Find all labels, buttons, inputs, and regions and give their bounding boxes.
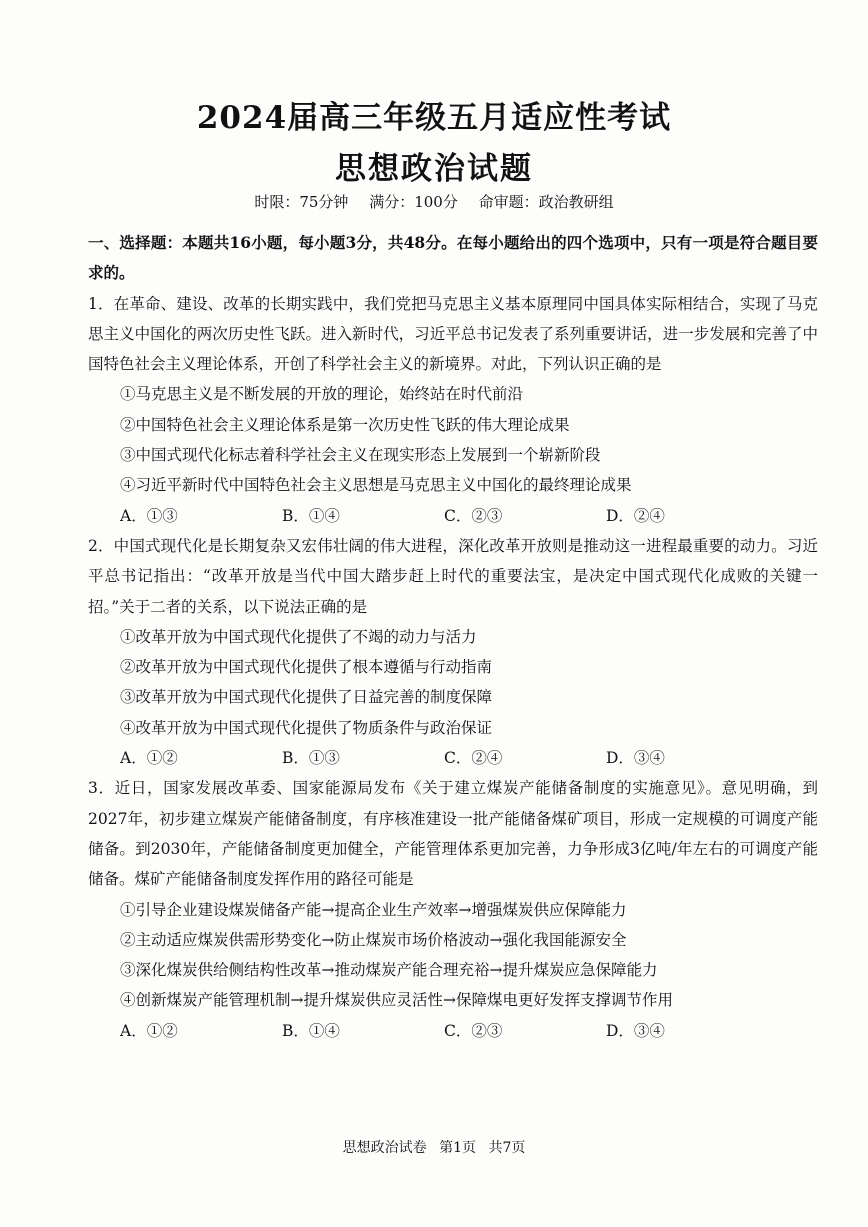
choice-a: A．①②: [120, 1021, 178, 1040]
time-limit: 时限：75分钟: [254, 193, 349, 211]
exam-content: [88, 228, 818, 1046]
choice-b: B．①④: [282, 1021, 340, 1040]
question-3: [88, 773, 818, 1046]
choice-c: C．②③: [444, 1021, 503, 1040]
answer-choices: [88, 743, 818, 773]
statement-option: ④习近平新时代中国特色社会主义思想是马克思主义中国化的最终理论成果: [120, 476, 632, 495]
choice-d: D．②④: [606, 506, 665, 525]
footer-subject: 思想政治试卷: [342, 1140, 427, 1156]
statement-option: ③改革开放为中国式现代化提供了日益完善的制度保障: [120, 688, 493, 707]
exam-meta: [0, 191, 868, 212]
statement-option: ④创新煤炭产能管理机制→提升煤炭供应灵活性→保障煤电更好发挥支撑调节作用: [120, 991, 673, 1010]
choice-c: C．②③: [444, 506, 503, 525]
full-score: 满分：100分: [369, 193, 458, 211]
footer-page-number: 第1页: [439, 1140, 476, 1156]
page-footer: [0, 1137, 868, 1157]
answer-choices: [88, 1016, 818, 1046]
setter: 命审题：政治教研组: [478, 193, 614, 211]
statement-option: ②中国特色社会主义理论体系是第一次历史性飞跃的伟大理论成果: [120, 415, 570, 434]
choice-b: B．①③: [282, 749, 340, 768]
choice-d: D．③④: [606, 749, 665, 768]
question-stem: 3．近日，国家发展改革委、国家能源局发布《关于建立煤炭产能储备制度的实施意见》。意见明确，到2027年，初步建立煤炭产能储备制度，有序核准建设一批产能储备煤矿项目，形成一定规模的可调度产能储备。到2030年，产能储备制度更加健全，产能管理体系更加完善，力争形成3亿吨/年左右的可调度产能储备。煤矿产能储备制度发挥作用的路径可能是: [88, 779, 818, 889]
statement-option: ③中国式现代化标志着科学社会主义在现实形态上发展到一个崭新阶段: [120, 446, 601, 465]
exam-subject-title: 思想政治试题: [335, 151, 533, 187]
answer-choices: [88, 501, 818, 531]
section-heading: 一、选择题：本题共16小题，每小题3分，共48分。在每小题给出的四个选项中，只有一项是符合题目要求的。: [88, 233, 818, 283]
choice-c: C．②④: [444, 749, 503, 768]
question-2: [88, 531, 818, 773]
statement-option: ①引导企业建设煤炭储备产能→提高企业生产效率→增强煤炭供应保障能力: [120, 900, 627, 919]
statement-option: ①改革开放为中国式现代化提供了不竭的动力与活力: [120, 627, 477, 646]
footer-page-total: 共7页: [488, 1140, 526, 1156]
choice-a: A．①③: [120, 506, 178, 525]
choice-a: A．①②: [120, 749, 178, 768]
statement-option: ①马克思主义是不断发展的开放的理论，始终站在时代前沿: [120, 385, 524, 404]
statement-option: ③深化煤炭供给侧结构性改革→推动煤炭产能合理充裕→提升煤炭应急保障能力: [120, 961, 658, 980]
choice-b: B．①④: [282, 506, 340, 525]
statement-option: ④改革开放为中国式现代化提供了物质条件与政治保证: [120, 718, 493, 737]
statement-option: ②主动适应煤炭供需形势变化→防止煤炭市场价格波动→强化我国能源安全: [120, 930, 627, 949]
exam-title: 2024届高三年级五月适应性考试: [196, 100, 672, 136]
statement-option: ②改革开放为中国式现代化提供了根本遵循与行动指南: [120, 658, 493, 677]
question-1: [88, 289, 818, 531]
question-stem: 1．在革命、建设、改革的长期实践中，我们党把马克思主义基本原理同中国具体实际相结合，实现了马克思主义中国化的两次历史性飞跃。进入新时代，习近平总书记发表了系列重要讲话，进一步发展和完善了中国特色社会主义理论体系，开创了科学社会主义的新境界。对此，下列认识正确的是: [88, 294, 818, 374]
question-stem: 2．中国式现代化是长期复杂又宏伟壮阔的伟大进程，深化改革开放则是推动这一进程最重要的动力。习近平总书记指出：“改革开放是当代中国大踏步赶上时代的重要法宝，是决定中国式现代化成败的关键一招。”关于二者的关系，以下说法正确的是: [88, 536, 818, 616]
choice-d: D．③④: [606, 1021, 665, 1040]
